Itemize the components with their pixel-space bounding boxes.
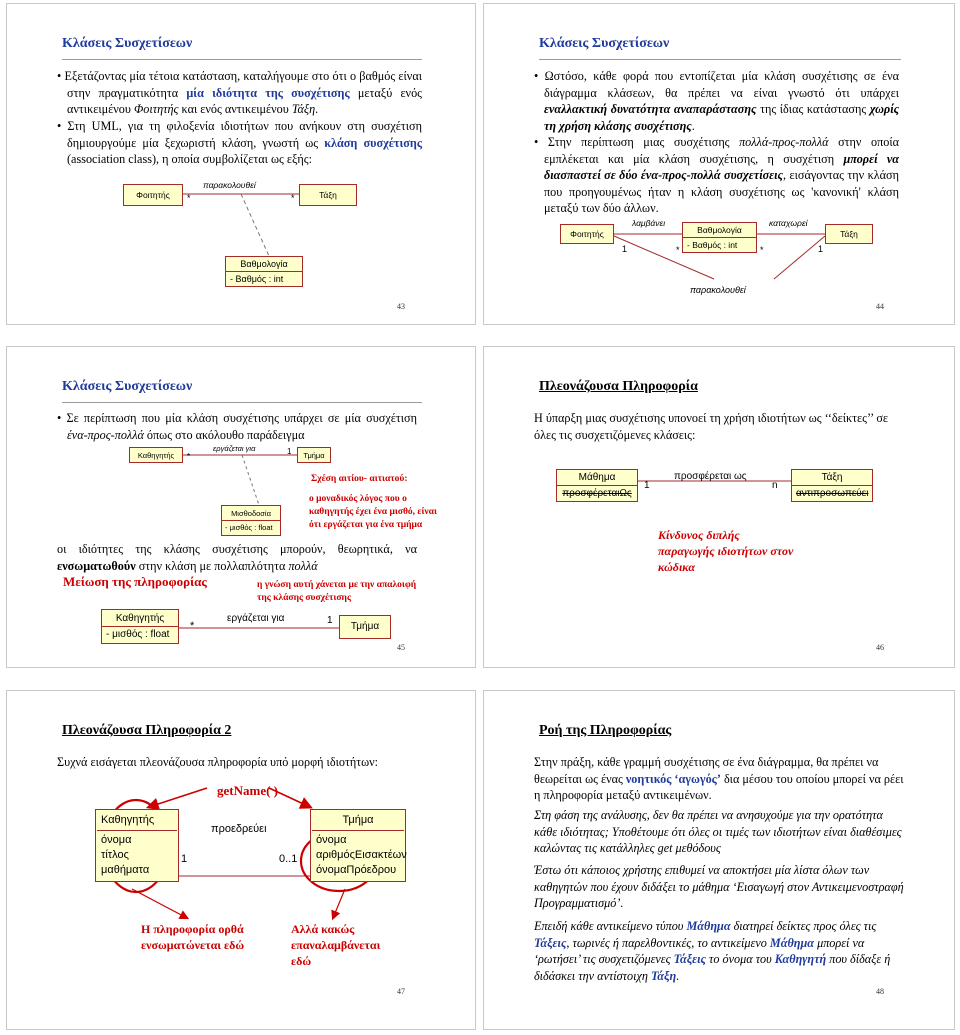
- class-name: Βαθμολογία: [240, 259, 288, 269]
- bullet-1: • Εξετάζοντας μία τέτοια κατάσταση, καταλήγουμε στο ότι ο βαθμός είναι στην πραγματικότητα μία ιδιότητα της συσχέτισης μεταξύ ενός αντικειμένου Φοιτητής και ενός αντικειμένου Τάξη.: [57, 68, 422, 118]
- class-foititis: Φοιτητής: [123, 184, 183, 206]
- class-attr: - μισθός : float: [102, 626, 178, 640]
- association-class-misthodosia: [221, 505, 281, 536]
- class-name: Τμήμα: [342, 814, 374, 826]
- class-name: Μάθημα: [578, 472, 616, 483]
- class-name: Τάξη: [821, 472, 843, 483]
- class-attr: προσφέρεταιΩς: [557, 485, 637, 499]
- assoc-label-lamvanei: λαμβάνει: [632, 218, 666, 228]
- multiplicity-n: n: [772, 480, 778, 491]
- bullet-2: • Στη UML, για τη φιλοξενία ιδιοτήτων που ανήκουν στη συσχέτιση δημιουργούμε μία ξεχωριστή κλάση, γνωστή ως κλάση συσχέτισης (association class), η οποία συμβολίζεται ως εξής:: [57, 118, 422, 168]
- multiplicity-top-2: 1: [287, 447, 292, 456]
- class-attr: - Βαθμός : int: [226, 271, 302, 284]
- attr-arithmos-eisakteon: αριθμόςΕισακτέων: [316, 849, 407, 861]
- page-number: 43: [397, 302, 405, 311]
- class-attr: - Βαθμός : int: [683, 237, 756, 250]
- slide-45: [6, 346, 476, 668]
- attr-mathimata: μαθήματα: [101, 864, 150, 876]
- note-knowledge-lost: η γνώση αυτή χάνεται με την απαλοιφή της κλάσης συσχέτισης: [257, 580, 417, 603]
- class-taxi: Τάξη: [825, 224, 873, 244]
- class-attrs: [312, 830, 407, 878]
- multiplicity-bottom-2: 1: [327, 615, 333, 626]
- uml-lines: [484, 347, 955, 668]
- multiplicity-1: 1: [622, 244, 628, 254]
- class-name: Βαθμολογία: [697, 225, 742, 235]
- paragraph-4: Επειδή κάθε αντικείμενο τύπου Μάθημα διατηρεί δείκτες προς όλες τις Τάξεις, τωρινές ή παρελθοντικές, το αντικείμενο Μάθημα μπορεί να ‘ρωτήσει’ τις συσχετιζόμενες Τάξεις το όνομα του Καθηγητή που δίδαξε ή διδάσκει την αντίστοιχη Τάξη.: [534, 919, 891, 983]
- note-unique-reason: ο μοναδικός λόγος που ο καθηγητής έχει ένα μισθό, είναι ότι εργάζεται για ένα τμήμα: [309, 494, 437, 530]
- class-kathigitis-top: Καθηγητής: [129, 447, 183, 463]
- class-attr: αντιπροσωπεύει: [792, 485, 872, 499]
- class-name: Καθηγητής: [101, 814, 155, 826]
- assoc-label-top: εργάζεται για: [213, 444, 256, 453]
- paragraph-2: Στη φάση της ανάλυσης, δεν θα πρέπει να ανησυχούμε για την ορατότητα κάθε ιδιότητας; Υποθέτουμε ότι όλες οι τιμές των ιδιοτήτων είναι διαθέσιμες καλώντας τις κατάλληλες get μεθόδους: [534, 808, 902, 856]
- paragraph-3: Έστω ότι κάποιος χρήστης επιθυμεί να αποκτήσει μία λίστα όλων των καθηγητών που έχουν διδάξει το μάθημα ‘Εισαγωγή στον Αντικειμενοστραφή Προγραμματισμό’.: [534, 863, 904, 911]
- multiplicity-bottom-1: *: [190, 620, 195, 632]
- class-tmima-bottom: Τμήμα: [339, 615, 391, 639]
- bullet-2: • Στην περίπτωση μιας συσχέτισης πολλά-προς-πολλά στην οποία εμπλέκεται και μία κλάση συσχέτισης, η συσχέτιση μπορεί να διασπαστεί σε δύο ένα-προς-πολλά συσχετίσεις, εισάγοντας την κλάση που προηγουμένως ήταν η κλάση συσχέτισης ως 'κανονική' κλάση μεταξύ των δύο άλλων.: [534, 134, 899, 217]
- multiplicity-4: 1: [818, 244, 824, 254]
- class-vathmologia: [682, 222, 757, 253]
- class-kathigitis-bottom: [101, 609, 179, 644]
- page-number: 47: [397, 987, 405, 996]
- multiplicity-1: 1: [181, 853, 188, 865]
- assoc-label-bottom: εργάζεται για: [227, 613, 285, 624]
- paragraph-1: Συχνά εισάγεται πλεονάζουσα πληροφορία υπό μορφή ιδιοτήτων:: [57, 755, 379, 769]
- slide-title: Πλεονάζουσα Πληροφορία 2: [62, 723, 232, 738]
- slide-title: Ροή της Πληροφορίας: [539, 723, 672, 738]
- paragraph-2: οι ιδιότητες της κλάσης συσχέτισης μπορούν, θεωρητικά, να ενσωματωθούν στην κλάση με πολλαπλότητα πολλά: [57, 542, 417, 573]
- uml-lines: [484, 4, 955, 325]
- class-taxi: [791, 469, 873, 502]
- slide-title: Κλάσεις Συσχετίσεων: [539, 36, 670, 51]
- assoc-label-katahorei: καταχωρεί: [769, 218, 808, 228]
- attr-onoma: όνομα: [101, 834, 132, 846]
- paragraph-1: Στην πράξη, κάθε γραμμή συσχέτισης σε ένα διάγραμμα, θα πρέπει να θεωρείται ως ένας νοητικός ‘αγωγός’ δια μέσου του οποίου μπορεί να ρέει η πληροφορία μεταξύ αντικειμένων.: [534, 755, 904, 803]
- note-info-reduction: Μείωση της πληροφορίας: [63, 574, 207, 589]
- association-class-vathmologia: [225, 256, 303, 287]
- assoc-label: προεδρεύει: [211, 823, 267, 835]
- multiplicity-1: 1: [644, 480, 650, 491]
- assoc-label: προσφέρεται ως: [674, 471, 747, 482]
- multiplicity-left: *: [187, 193, 191, 203]
- paragraph-1: Η ύπαρξη μιας συσχέτισης υπονοεί τη χρήση ιδιοτήτων ως ‘‘δείκτες’’ σε όλες τις συσχετιζόμενες κλάσεις:: [534, 411, 889, 442]
- page-number: 48: [876, 987, 884, 996]
- class-taxi: Τάξη: [299, 184, 357, 206]
- slide-title: Κλάσεις Συσχετίσεων: [62, 36, 193, 51]
- class-kathigitis: [95, 809, 179, 882]
- assoc-label: παρακολουθεί: [203, 180, 256, 190]
- slide-46: [483, 346, 955, 668]
- class-mathima: [556, 469, 638, 502]
- class-name: Μισθοδοσία: [231, 509, 271, 518]
- class-tmima-top: Τμήμα: [297, 447, 331, 463]
- bullet-1: • Σε περίπτωση που μία κλάση συσχέτισης υπάρχει σε μία συσχέτιση ένα-προς-πολλά όπως στο ακόλουθο παράδειγμα: [57, 410, 417, 443]
- attr-titlos: τίτλος: [101, 849, 129, 861]
- note-correct-place: Η πληροφορία ορθά ενσωματώνεται εδώ: [141, 922, 245, 952]
- slide-title: Κλάσεις Συσχετίσεων: [62, 379, 193, 394]
- getname-label: getName( ): [217, 783, 278, 798]
- slide-title: Πλεονάζουσα Πληροφορία: [539, 379, 698, 394]
- note-duplicate-risk: Κίνδυνος διπλής παραγωγής ιδιοτήτων στον κώδικα: [658, 528, 794, 574]
- slide-44: [483, 3, 955, 325]
- multiplicity-top-1: *: [187, 452, 191, 461]
- class-attr: - μισθός : float: [221, 520, 281, 532]
- multiplicity-3: *: [760, 245, 764, 255]
- class-attrs: [97, 830, 177, 878]
- page-number: 46: [876, 643, 884, 652]
- multiplicity-0-1: 0..1: [279, 853, 298, 865]
- multiplicity-right: *: [291, 193, 295, 203]
- class-tmima: [310, 809, 406, 882]
- multiplicity-2: *: [676, 245, 680, 255]
- slide-47: [6, 690, 476, 1030]
- note-cause-effect: Σχέση αιτίου- αιτιατού:: [311, 474, 408, 484]
- class-name: Καθηγητής: [115, 613, 165, 624]
- attr-onoma-proedrou: όνομαΠρόεδρου: [316, 864, 397, 876]
- assoc-label-parakolouthei: παρακολουθεί: [690, 285, 746, 295]
- class-foititis: Φοιτητής: [560, 224, 614, 244]
- bullet-1: • Ωστόσο, κάθε φορά που εντοπίζεται μία κλάση συσχέτισης σε ένα διάγραμμα κλάσεων, θα πρέπει να είναι γνωστό ότι υπάρχει εναλλακτική δυνατότητα αναπαράστασης της ίδιας κατάστασης χωρίς τη χρήση κλάσης συσχέτισης.: [534, 68, 899, 134]
- note-repeated: Αλλά κακώς επαναλαμβάνεται εδώ: [291, 922, 381, 968]
- attr-onoma: όνομα: [316, 834, 347, 846]
- page-number: 44: [876, 302, 884, 311]
- slide-48: [483, 690, 955, 1030]
- slide-43: [6, 3, 476, 325]
- page-number: 45: [397, 643, 405, 652]
